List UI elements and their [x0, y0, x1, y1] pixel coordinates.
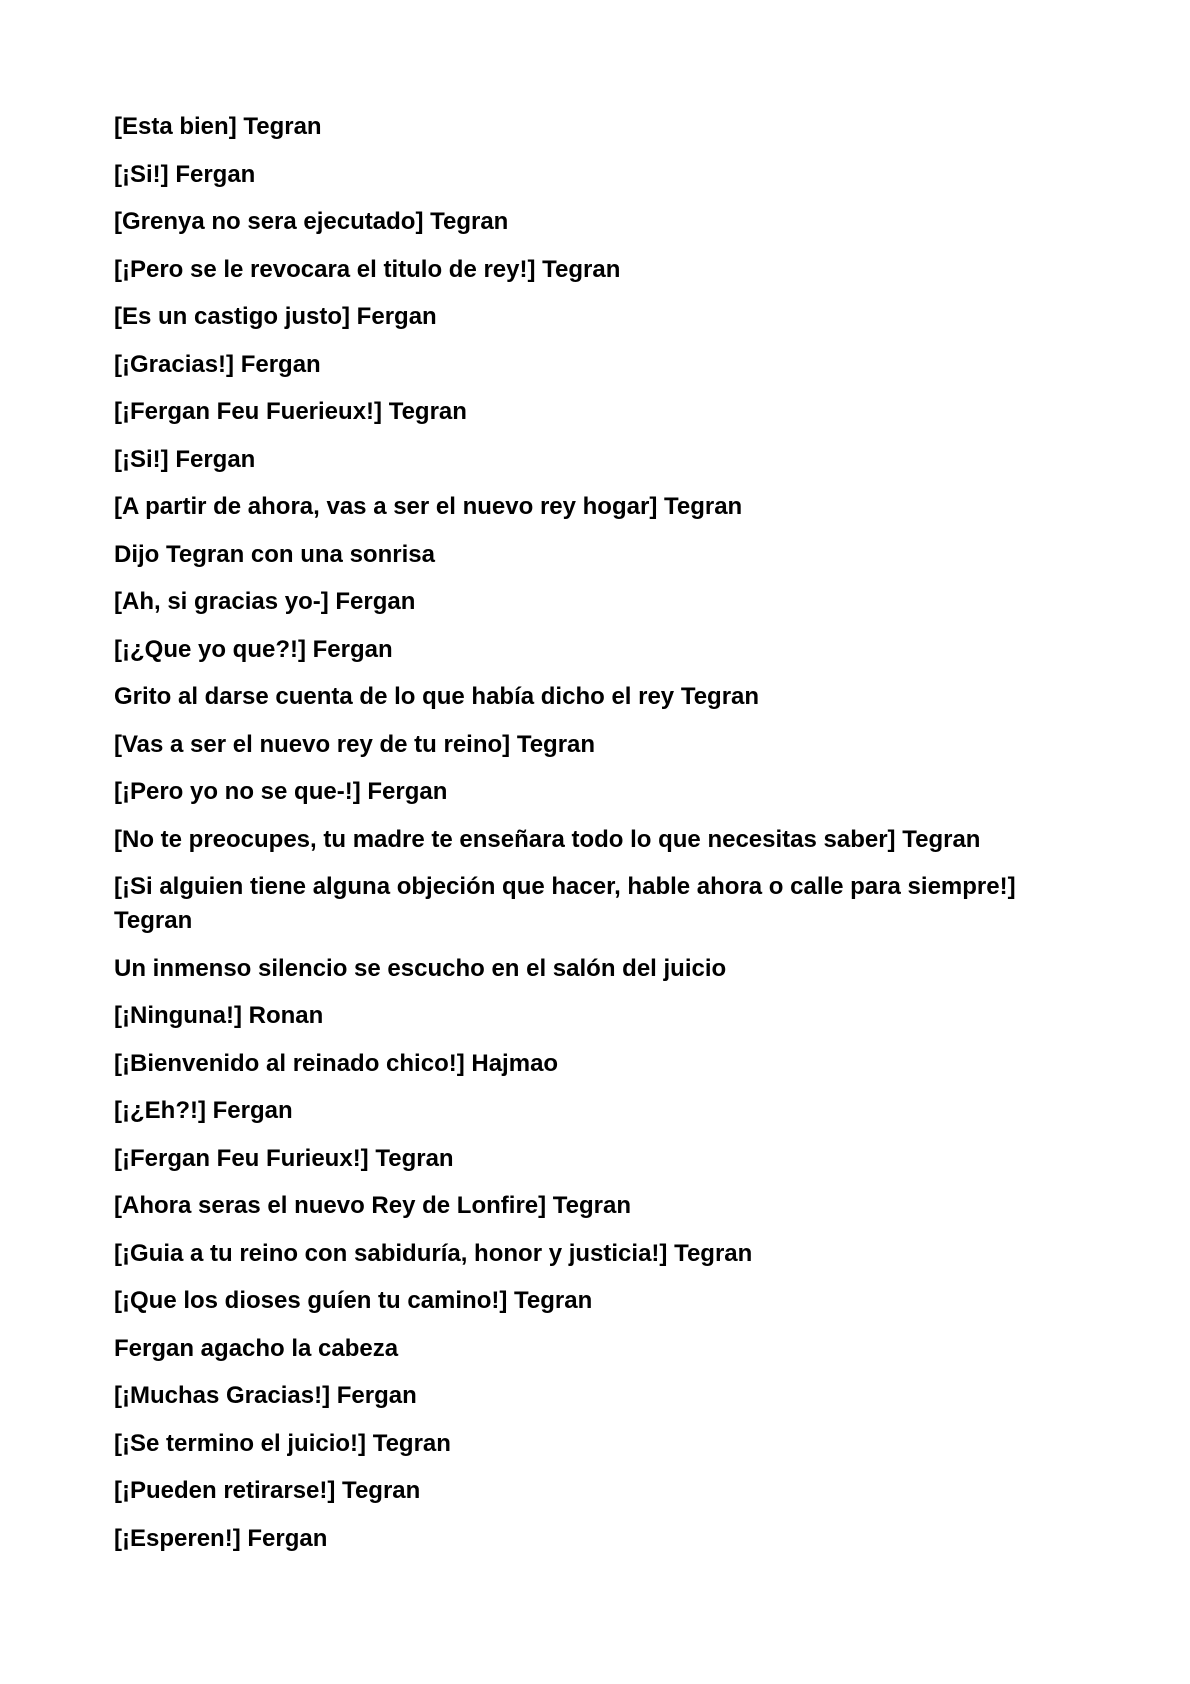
text-line: [¡Pero yo no se que-!] Fergan [114, 778, 448, 805]
text-line: [Grenya no sera ejecutado] Tegran [114, 208, 509, 235]
text-line: [¡Guia a tu reino con sabiduría, honor y justicia!] Tegran [114, 1239, 753, 1267]
text-line: [¡Ninguna!] Ronan [114, 1002, 324, 1029]
text-line: [¡Pueden retirarse!] Tegran [114, 1477, 421, 1504]
text-line: [¡Que los dioses guíen tu camino!] Tegran [114, 1287, 593, 1314]
text-line: [¡¿Eh?!] Fergan [114, 1097, 293, 1124]
text-line: [¡Se termino el juicio!] Tegran [114, 1429, 451, 1457]
text-line: [¡¿Que yo que?!] Fergan [114, 635, 393, 663]
text-line: [Es un castigo justo] Fergan [114, 303, 437, 330]
text-line: [¡Si!] Fergan [114, 160, 256, 188]
text-line: [¡Muchas Gracias!] Fergan [114, 1382, 417, 1409]
text-line: [A partir de ahora, vas a ser el nuevo rey hogar] Tegran [114, 493, 743, 520]
document-body [114, 110, 1074, 1569]
text-line: Un inmenso silencio se escucho en el salón del juicio [114, 954, 727, 982]
text-line: [Esta bien] Tegran [114, 113, 322, 140]
text-line: [Ah, si gracias yo-] Fergan [114, 588, 416, 615]
text-line: [¡Bienvenido al reinado chico!] Hajmao [114, 1049, 559, 1077]
text-line: [¡Fergan Feu Fuerieux!] Tegran [114, 398, 467, 425]
text-line: [Vas a ser el nuevo rey de tu reino] Tegran [114, 730, 596, 758]
text-line: [¡Pero se le revocara el titulo de rey!] Tegran [114, 255, 621, 283]
text-line: [¡Si alguien tiene alguna objeción que hacer, hable ahora o calle para siempre!] Tegran [114, 873, 1016, 934]
text-line: Grito al darse cuenta de lo que había dicho el rey Tegran [114, 683, 760, 710]
text-line: [¡Gracias!] Fergan [114, 350, 321, 378]
text-line: [Ahora seras el nuevo Rey de Lonfire] Tegran [114, 1192, 632, 1219]
text-line: Fergan agacho la cabeza [114, 1334, 399, 1362]
text-line: Dijo Tegran con una sonrisa [114, 540, 435, 568]
text-line: [No te preocupes, tu madre te enseñara todo lo que necesitas saber] Tegran [114, 825, 981, 853]
text-line: [¡Si!] Fergan [114, 445, 256, 473]
text-line: [¡Esperen!] Fergan [114, 1524, 328, 1552]
text-line: [¡Fergan Feu Furieux!] Tegran [114, 1144, 454, 1172]
